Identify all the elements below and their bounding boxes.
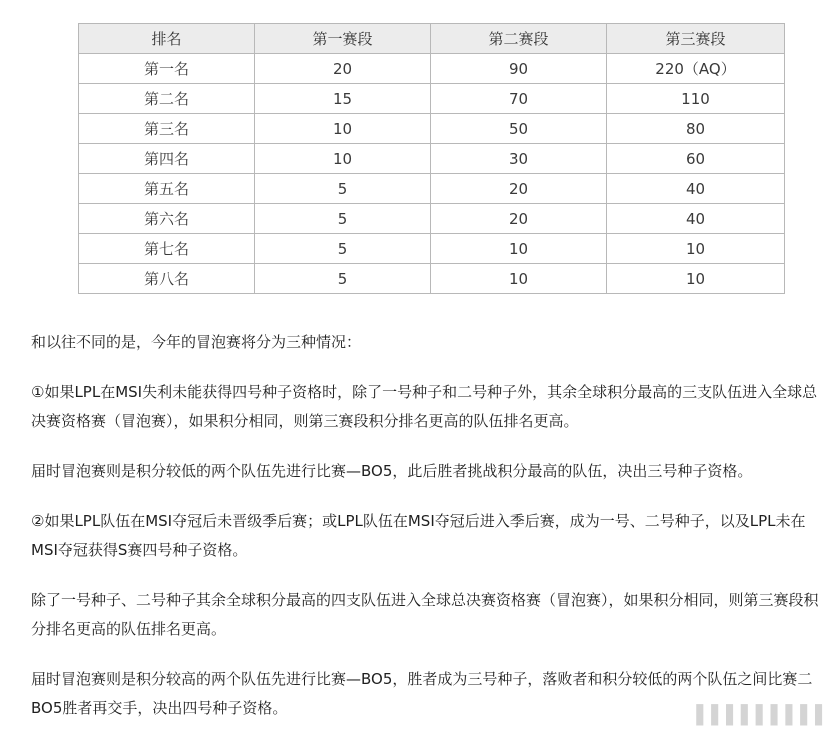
cell-stage-3: 40 bbox=[607, 204, 785, 234]
header-stage-1: 第一赛段 bbox=[255, 24, 431, 54]
paragraph-intro: 和以往不同的是，今年的冒泡赛将分为三种情况： bbox=[31, 333, 362, 351]
cell-rank: 第四名 bbox=[79, 144, 255, 174]
cell-stage-3: 110 bbox=[607, 84, 785, 114]
paragraph-case-2-format: 届时冒泡赛则是积分较高的两个队伍先进行比赛—BO5，胜者成为三号种子，落败者和积分较低的两个队伍之间比赛二BO5胜者再交手，决出四号种子资格。 bbox=[31, 670, 813, 717]
cell-stage-3: 40 bbox=[607, 174, 785, 204]
cell-rank: 第三名 bbox=[79, 114, 255, 144]
cell-stage-1: 10 bbox=[255, 114, 431, 144]
cell-stage-3: 80 bbox=[607, 114, 785, 144]
cell-stage-1: 5 bbox=[255, 204, 431, 234]
cell-stage-2: 10 bbox=[431, 234, 607, 264]
cell-stage-1: 10 bbox=[255, 144, 431, 174]
cell-stage-2: 10 bbox=[431, 264, 607, 294]
points-table bbox=[78, 23, 785, 294]
cell-rank: 第二名 bbox=[79, 84, 255, 114]
table-row bbox=[79, 114, 785, 144]
table-row bbox=[79, 174, 785, 204]
cell-stage-3: 60 bbox=[607, 144, 785, 174]
cell-rank: 第六名 bbox=[79, 204, 255, 234]
cell-stage-1: 5 bbox=[255, 234, 431, 264]
cell-stage-1: 20 bbox=[255, 54, 431, 84]
cell-stage-2: 70 bbox=[431, 84, 607, 114]
cell-rank: 第七名 bbox=[79, 234, 255, 264]
cell-rank: 第五名 bbox=[79, 174, 255, 204]
cell-stage-3: 220（AQ） bbox=[607, 54, 785, 84]
header-stage-3: 第三赛段 bbox=[607, 24, 785, 54]
cell-stage-2: 20 bbox=[431, 174, 607, 204]
table-header-row bbox=[79, 24, 785, 54]
cell-stage-1: 5 bbox=[255, 264, 431, 294]
paragraph-case-1-format: 届时冒泡赛则是积分较低的两个队伍先进行比赛—BO5，此后胜者挑战积分最高的队伍，决出三号种子资格。 bbox=[31, 462, 753, 480]
cell-rank: 第八名 bbox=[79, 264, 255, 294]
header-rank: 排名 bbox=[79, 24, 255, 54]
cell-stage-2: 20 bbox=[431, 204, 607, 234]
watermark: ▌▌▌▌▌▌▌▌▌ bbox=[696, 705, 830, 726]
article-body bbox=[31, 328, 827, 744]
cell-stage-3: 10 bbox=[607, 234, 785, 264]
table-row bbox=[79, 144, 785, 174]
table-row bbox=[79, 84, 785, 114]
table-row bbox=[79, 204, 785, 234]
paragraph-case-2: ②如果LPL队伍在MSI夺冠后未晋级季后赛；或LPL队伍在MSI夺冠后进入季后赛，成为一号、二号种子，以及LPL未在MSI夺冠获得S赛四号种子资格。 bbox=[31, 512, 806, 559]
cell-stage-2: 90 bbox=[431, 54, 607, 84]
table-row bbox=[79, 234, 785, 264]
cell-stage-2: 30 bbox=[431, 144, 607, 174]
cell-stage-1: 15 bbox=[255, 84, 431, 114]
cell-rank: 第一名 bbox=[79, 54, 255, 84]
cell-stage-1: 5 bbox=[255, 174, 431, 204]
header-stage-2: 第二赛段 bbox=[431, 24, 607, 54]
cell-stage-2: 50 bbox=[431, 114, 607, 144]
table-row bbox=[79, 264, 785, 294]
cell-stage-3: 10 bbox=[607, 264, 785, 294]
table-row bbox=[79, 54, 785, 84]
paragraph-case-1: ①如果LPL在MSI失利未能获得四号种子资格时，除了一号种子和二号种子外，其余全球积分最高的三支队伍进入全球总决赛资格赛（冒泡赛），如果积分相同，则第三赛段积分排名更高的队伍排名更高。 bbox=[31, 383, 818, 430]
paragraph-case-2-qualify: 除了一号种子、二号种子其余全球积分最高的四支队伍进入全球总决赛资格赛（冒泡赛），如果积分相同，则第三赛段积分排名更高的队伍排名更高。 bbox=[31, 591, 819, 638]
